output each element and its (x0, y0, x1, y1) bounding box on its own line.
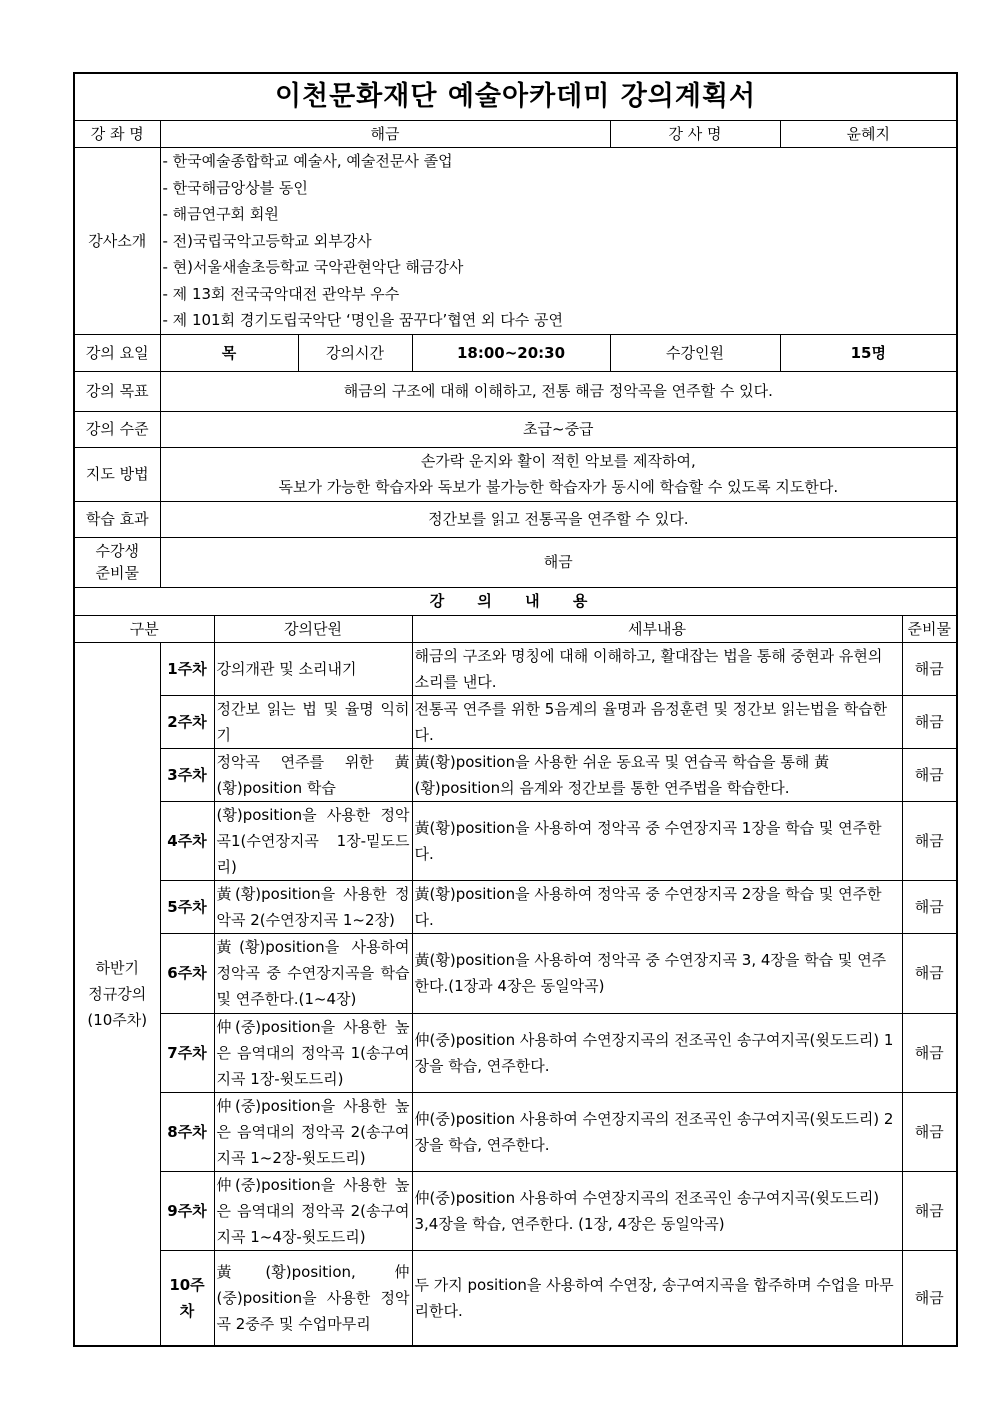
week-label: 6주차 (160, 933, 214, 1013)
week-unit: 黃(황)position을 사용하여 정악곡 중 수연장지곡을 학습 및 연주한다.(1~4장) (214, 933, 412, 1013)
header-unit: 강의단원 (214, 615, 412, 642)
table-row (74, 748, 957, 801)
week-material: 해금 (902, 1013, 957, 1092)
table-row (74, 1092, 957, 1171)
week-detail: 해금의 구조와 명칭에 대해 이해하고, 활대잡는 법을 통해 중현과 유현의 소리를 낸다. (412, 642, 902, 695)
intro-line: - 해금연구회 회원 (162, 205, 279, 223)
header-detail: 세부내용 (412, 615, 902, 642)
level-value: 초급~중급 (160, 411, 957, 447)
effect-label: 학습 효과 (74, 501, 160, 537)
category-line: (10주차) (87, 1010, 148, 1029)
week-detail: 黃(황)position을 사용한 쉬운 동요곡 및 연습곡 학습을 통해 黃(황)position의 음계와 정간보를 통한 연주법을 학습한다. (412, 748, 902, 801)
prep-label-line: 수강생 (95, 542, 139, 560)
week-material: 해금 (902, 933, 957, 1013)
intro-line: - 전)국립국악고등학교 외부강사 (162, 231, 372, 250)
week-label: 9주차 (160, 1171, 214, 1250)
week-unit: 黃(황)position, 仲(중)position을 사용한 정악곡 2중주 및 수업마무리 (214, 1250, 412, 1346)
week-unit: 仲(중)position을 사용한 높은 음역대의 정악곡 2(송구여지곡 1~2장-윗도드리) (214, 1092, 412, 1171)
lecture-plan-table (73, 72, 958, 1347)
capacity-value: 15명 (780, 334, 957, 371)
week-label: 8주차 (160, 1092, 214, 1171)
goal-label: 강의 목표 (74, 371, 160, 411)
week-unit: 정악곡 연주를 위한 黃(황)position 학습 (214, 748, 412, 801)
instructor-name: 윤혜지 (780, 121, 957, 148)
table-row (74, 880, 957, 933)
prep-label (74, 537, 160, 587)
week-material: 해금 (902, 880, 957, 933)
week-detail: 전통곡 연주를 위한 5음계의 율명과 음정훈련 및 정간보 읽는법을 학습한다. (412, 695, 902, 748)
method-value (160, 447, 957, 501)
table-row (74, 1250, 957, 1346)
table-row (74, 1013, 957, 1092)
week-unit: 仲(중)position을 사용한 높은 음역대의 정악곡 1(송구여지곡 1장-윗도드리) (214, 1013, 412, 1092)
week-label: 4주차 (160, 801, 214, 880)
header-category: 구분 (74, 615, 214, 642)
day-label: 강의 요일 (74, 334, 160, 371)
week-material: 해금 (902, 1092, 957, 1171)
week-label: 2주차 (160, 695, 214, 748)
category-line: 정규강의 (88, 984, 147, 1003)
week-label: 7주차 (160, 1013, 214, 1092)
week-detail: 仲(중)position 사용하여 수연장지곡의 전조곡인 송구여지곡(윗도드리) 2장을 학습, 연주한다. (412, 1092, 902, 1171)
week-detail: 두 가지 position을 사용하여 수연장, 송구여지곡을 합주하며 수업을 마무리한다. (412, 1250, 902, 1346)
time-value: 18:00~20:30 (412, 334, 610, 371)
week-detail: 仲(중)position 사용하여 수연장지곡의 전조곡인 송구여지곡(윗도드리) 3,4장을 학습, 연주한다. (1장, 4장은 동일악곡) (412, 1171, 902, 1250)
intro-list (160, 148, 957, 335)
table-row (74, 1171, 957, 1250)
week-material: 해금 (902, 748, 957, 801)
intro-label: 강사소개 (74, 148, 160, 335)
course-name: 해금 (160, 121, 610, 148)
method-label: 지도 방법 (74, 447, 160, 501)
page-title: 이천문화재단 예술아카데미 강의계획서 (74, 73, 957, 121)
content-section-title: 강 의 내 용 (74, 587, 957, 615)
prep-value: 해금 (160, 537, 957, 587)
week-material: 해금 (902, 642, 957, 695)
prep-label-line: 준비물 (95, 564, 139, 582)
week-detail: 仲(중)position 사용하여 수연장지곡의 전조곡인 송구여지곡(윗도드리) 1장을 학습, 연주한다. (412, 1013, 902, 1092)
table-row (74, 642, 957, 695)
week-material: 해금 (902, 1171, 957, 1250)
week-detail: 黃(황)position을 사용하여 정악곡 중 수연장지곡 1장을 학습 및 연주한다. (412, 801, 902, 880)
level-label: 강의 수준 (74, 411, 160, 447)
day-value: 목 (160, 334, 298, 371)
time-label: 강의시간 (298, 334, 412, 371)
category-cell (74, 642, 160, 1346)
week-material: 해금 (902, 695, 957, 748)
table-row (74, 695, 957, 748)
week-label: 3주차 (160, 748, 214, 801)
category-line: 하반기 (95, 958, 139, 977)
week-unit: 정간보 읽는 법 및 율명 익히기 (214, 695, 412, 748)
header-material: 준비물 (902, 615, 957, 642)
intro-line: - 한국예술종합학교 예술사, 예술전문사 졸업 (162, 152, 453, 170)
week-material: 해금 (902, 1250, 957, 1346)
intro-line: - 제 13회 전국국악대전 관악부 우수 (162, 284, 400, 303)
week-label: 1주차 (160, 642, 214, 695)
method-line: 독보가 가능한 학습자와 독보가 불가능한 학습자가 동시에 학습할 수 있도록 지도한다. (278, 478, 839, 496)
week-material: 해금 (902, 801, 957, 880)
week-unit: 仲(중)position을 사용한 높은 음역대의 정악곡 2(송구여지곡 1~4장-윗도드리) (214, 1171, 412, 1250)
intro-line: - 제 101회 경기도립국악단 ‘명인을 꿈꾸다’협연 외 다수 공연 (162, 311, 564, 329)
table-row (74, 933, 957, 1013)
week-detail: 黃(황)position을 사용하여 정악곡 중 수연장지곡 2장을 학습 및 연주한다. (412, 880, 902, 933)
table-row (74, 801, 957, 880)
week-unit: 강의개관 및 소리내기 (214, 642, 412, 695)
week-label: 5주차 (160, 880, 214, 933)
effect-value: 정간보를 읽고 전통곡을 연주할 수 있다. (160, 501, 957, 537)
week-unit: 黃(황)position을 사용한 정악곡 2(수연장지곡 1~2장) (214, 880, 412, 933)
instructor-label: 강 사 명 (610, 121, 780, 148)
intro-line: - 한국해금앙상블 동인 (162, 178, 308, 197)
goal-value: 해금의 구조에 대해 이해하고, 전통 해금 정악곡을 연주할 수 있다. (160, 371, 957, 411)
capacity-label: 수강인원 (610, 334, 780, 371)
week-unit: (황)position을 사용한 정악곡1(수연장지곡 1장-밑도드리) (214, 801, 412, 880)
method-line: 손가락 운지와 활이 적힌 악보를 제작하여, (420, 452, 696, 470)
course-name-label: 강 좌 명 (74, 121, 160, 148)
week-label: 10주차 (160, 1250, 214, 1346)
intro-line: - 현)서울새솔초등학교 국악관현악단 해금강사 (162, 258, 464, 276)
week-detail: 黃(황)position을 사용하여 정악곡 중 수연장지곡 3, 4장을 학습 및 연주한다.(1장과 4장은 동일악곡) (412, 933, 902, 1013)
